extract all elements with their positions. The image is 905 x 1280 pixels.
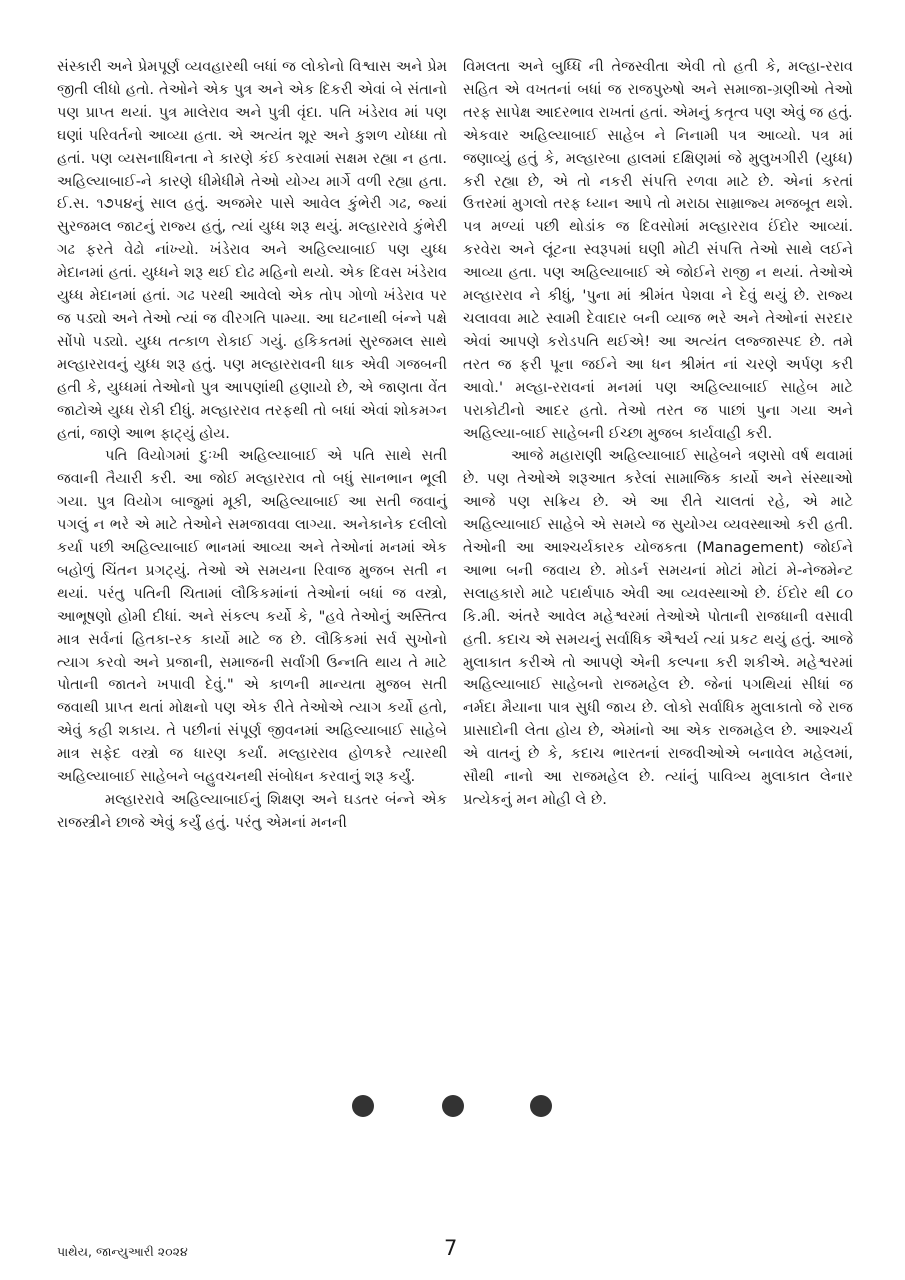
paragraph: વિમલતા અને બુધ્ધિ ની તેજસ્વીતા એવી તો હતી કે, મલ્હા-રરાવ સહિત એ વખતનાં બધાં જ રાજપુરુષો અને સમાજા-ગ્રણીઓ તેઓ તરફ સાપેક્ષ આદરભાવ રાખતાં હતાં. એમનું કતૃત્વ પણ એવું જ હતું. — [463, 58, 853, 121]
paragraph: મલ્હારરાવે અહિલ્યાબાઈનું શિક્ષણ અને ઘડતર બંન્ને એક રાજસ્ત્રીને છાજે એવું કર્યું હતું. પરંતુ એમનાં મનની — [57, 791, 447, 831]
separator-dot — [352, 1095, 374, 1117]
footer-publication: પાથેય, જાન્યુઆરી ૨૦૨૪ — [57, 1244, 188, 1259]
paragraph: સંસ્કારી અને પ્રેમપૂર્ણ વ્યવહારથી બધાં જ લોકોનો વિશ્વાસ અને પ્રેમ જીતી લીધો હતો. તેઓને એક પુત્ર અને એક દિકરી એવાં બે સંતાનો પણ પ્રાપ્ત થયાં. પુત્ર માલેરાવ અને પુત્રી વૃંદા. પતિ ખંડેરાવ માં પણ ઘણાં પરિવર્તનો આવ્યા હતા. એ અત્યંત શૂર અને કુશળ યોધ્ધા તો હતાં. પણ વ્યસનાધિનતા ને કારણે કંઈ કરવામાં સક્ષમ રહ્યા ન હતા. અહિલ્યાબાઈ-ને કારણે ધીમેધીમે તેઓ યોગ્ય માર્ગે વળી રહ્યા હતા. ઈ.સ. ૧૭૫૪નું સાલ હતું. અજમેર પાસે આવેલ કુંભેરી ગઢ, જ્યાં સુરજમલ જાટનું રાજ્ય હતું, ત્યાં યુધ્ધ શરૂ થયું. મલ્હારરાવે કુંભેરી ગઢ ફરતે વેઢો નાંખ્યો. ખંડેરાવ અને અહિલ્યાબાઈ પણ યુધ્ધ મેદાનમાં હતાં. યુધ્ધને શરૂ થઈ દોઢ મહિનો થયો. એક દિવસ ખંડેરાવ યુધ્ધ મેદાનમાં હતાં. ગઢ પરથી આવેલો એક તોપ ગોળો ખંડેરાવ પર જ પડ્યો અને તેઓ ત્યાં જ વીરગતિ પામ્યા. આ ઘટનાથી બંન્ને પક્ષે સોંપો પડ્યો. યુધ્ધ તત્કાળ રોકાઈ ગયું. હકિકતમાં સુરજમલ સાથે મલ્હારરાવનું યુધ્ધ શરૂ હતું. પણ મલ્હારરાવની ધાક એવી ગજબની હતી કે, યુધ્ધમાં તેઓનો પુત્ર આપણાંથી હણાયો છે, એ જાણતા વેંત જાટોએ યુધ્ધ રોકી દીધું. મલ્હારરાવ તરફથી તો બધાં એવાં શોકમગ્ન હતાં, જાણે આભ ફાટ્યું હોય. — [57, 58, 447, 442]
paragraph: પતિ વિયોગમાં દુઃખી અહિલ્યાબાઈ એ પતિ સાથે સતી જવાની તૈયારી કરી. આ જોઈ મલ્હારરાવ તો બધું સાનભાન ભૂલી ગયા. પુત્ર વિયોગ બાજુમાં મૂકી, અહિલ્યાબાઈ આ સતી જવાનું પગલું ન ભરે એ માટે તેઓને સમજાવવા લાગ્યા. અનેકાનેક દલીલો કર્યા પછી અહિલ્યાબાઈ ભાનમાં આવ્યા અને તેઓનાં મનમાં એક બહોળું ચિંતન પ્રગટ્યું. તેઓ એ સમયના રિવાજ મુજબ સતી ન થયાં. પરંતુ પતિની ચિતામાં લૌકિકમાંનાં તેઓનાં બધાં જ વસ્ત્રો, આભૂષણો હોમી દીધાં. અને સંકલ્પ કર્યો કે, "હવે તેઓનું અસ્તિત્વ માત્ર સર્વનાં હિતકા-રક કાર્યો માટે જ છે. લૌકિકમાં સર્વ સુખોનો ત્યાગ કરવો અને પ્રજાની, સમાજની સર્વાંગી ઉન્નતિ થાય તે માટે પોતાની જાતને ખપાવી દેવું." એ કાળની માન્યતા મુજબ સતી જવાથી પ્રાપ્ત થતાં મોક્ષનો પણ એક રીતે તેઓએ ત્યાગ કર્યો હતો, એવું કહી શકાય. તે પછીનાં સંપૂર્ણ જીવનમાં અહિલ્યાબાઈ સાહેબે માત્ર સફેદ વસ્ત્રો જ ધારણ કર્યાં. મલ્હારરાવ હોળકરે ત્યારથી અહિલ્યાબાઈ સાહેબને બહુવચનથી સંબોધન કરવાનું શરૂ કર્યું. — [57, 447, 447, 786]
paragraph: એકવાર અહિલ્યાબાઈ સાહેબ ને નિનામી પત્ર આવ્યો. પત્ર માં જણાવ્યું હતું કે, મલ્હારબા હાલમાં દક્ષિણમાં જે મુલુખગીરી (યુધ્ધ) કરી રહ્યા છે, એ તો નકરી સંપત્તિ રળવા માટે છે. એનાં કરતાં ઉત્તરમાં મુગલો તરફ ધ્યાન આપે તો મરાઠા સામ્રાજ્ય મજબૂત થશે. પત્ર મળ્યાં પછી થોડાંક જ દિવસોમાં મલ્હારરાવ ઈંદોર આવ્યાં. કરવેરા અને લૂંટના સ્વરૂપમાં ઘણી મોટી સંપત્તિ તેઓ સાથે લઈને આવ્યા હતા. પણ અહિલ્યાબાઈ એ જોઈને રાજી ન થયાં. તેઓએ મલ્હારરાવ ને કીધું, 'પુના માં શ્રીમંત પેશવા ને દેવું થયું છે. રાજ્ય ચલાવવા માટે સ્વામી દેવાદાર બની વ્યાજ ભરે અને તેઓનાં સરદાર એવાં આપણે કરોડપતિ થઈએ! આ અત્યંત લજ્જાસ્પદ છે. તમે તરત જ ફરી પૂના જઈને આ ધન શ્રીમંત નાં ચરણે અર્પણ કરી આવો.' મલ્હા-રરાવનાં મનમાં પણ અહિલ્યાબાઈ સાહેબ માટે પરાકોટીનો આદર હતો. તેઓ તરત જ પાછાં પુના ગયા અને અહિલ્યા-બાઈ સાહેબની ઈચ્છા મુજબ કાર્યવાહી કરી. — [463, 126, 853, 442]
separator-dot — [442, 1095, 464, 1117]
right-column — [463, 56, 853, 812]
page-number: 7 — [444, 1236, 458, 1260]
left-column — [57, 56, 447, 835]
separator-dot — [530, 1095, 552, 1117]
section-separator — [0, 1095, 905, 1117]
paragraph: આજે મહારાણી અહિલ્યાબાઈ સાહેબને ત્રણસો વર્ષ થવામાં છે. પણ તેઓએ શરૂઆત કરેલાં સામાજિક કાર્યો અને સંસ્થાઓ આજે પણ સક્રિય છે. એ આ રીતે ચાલતાં રહે, એ માટે અહિલ્યાબાઈ સાહેબે એ સમયે જ સુયોગ્ય વ્યવસ્થાઓ કરી હતી. તેઓની આ આશ્ચર્યકારક યોજકતા (Management) જોઈને આભા બની જવાય છે. મોડર્ન સમયનાં મોટાં મોટાં મે-નેજમેન્ટ સલાહકારો માટે પદાર્થપાઠ એવી આ વ્યવસ્થાઓ છે. ઈંદોર થી ૮૦ કિ.મી. અંતરે આવેલ મહેશ્વરમાં તેઓએ પોતાની રાજધાની વસાવી હતી. કદાચ એ સમયનું સર્વાધિક ઐશ્વર્ય ત્યાં પ્રકટ થયું હતું. આજે મુલાકાત કરીએ તો આપણે એની કલ્પના કરી શકીએ. મહેશ્વરમાં અહિલ્યાબાઈ સાહેબનો રાજમહેલ છે. જેનાં પગથિયાં સીધાં જ નર્મદા મૈયાના પાત્ર સુધી જાય છે. લોકો સર્વાધિક મુલાકાતો જે રાજ પ્રાસાદોની લેતા હોય છે, એમાંનો આ એક રાજમહેલ છે. આશ્ચર્ય એ વાતનું છે કે, કદાચ ભારતનાં રાજવીઓએ બનાવેલ મહેલમાં, સૌથી નાનો આ રાજમહેલ છે. ત્યાંનું પાવિત્ર્ય મુલાકાત લેનાર પ્રત્યેકનું મન મોહી લે છે. — [463, 447, 853, 808]
